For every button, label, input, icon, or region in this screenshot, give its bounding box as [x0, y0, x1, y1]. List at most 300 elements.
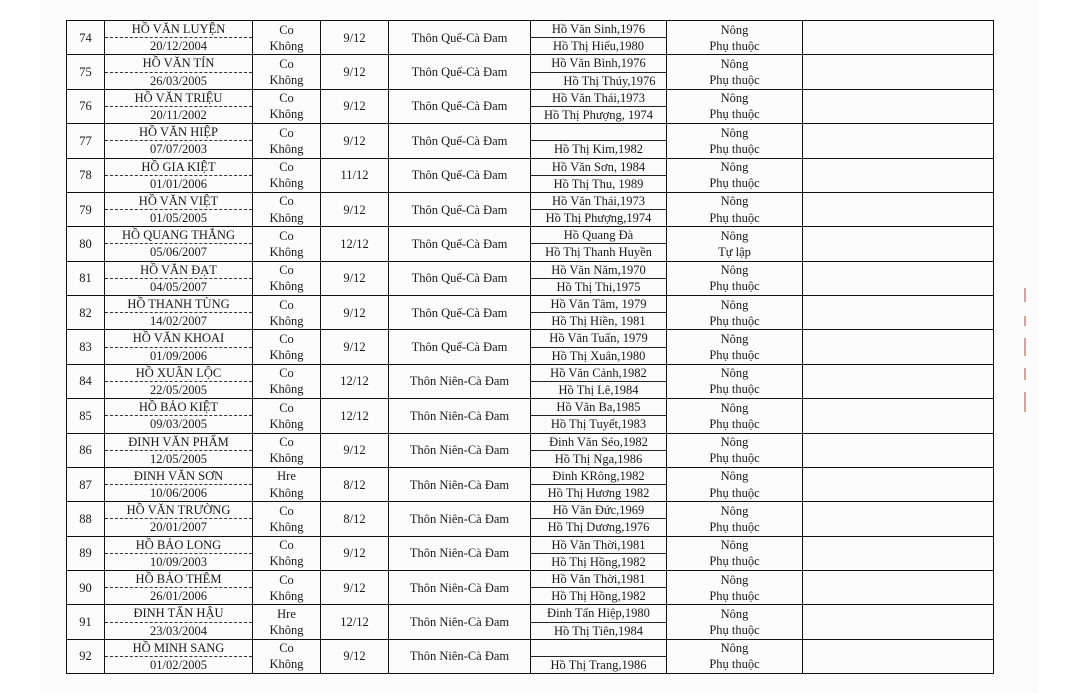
mother-name: Hồ Thị Phượng, 1974 [544, 107, 653, 122]
parents-cell [531, 261, 667, 295]
parents-cell [531, 399, 667, 433]
note-cell [803, 55, 994, 89]
student-dob: 01/09/2006 [150, 348, 207, 363]
student-name: HỒ BẢO KIỆT [105, 399, 252, 416]
grade: 9/12 [321, 433, 389, 467]
ethnicity: Co [279, 538, 294, 553]
village: Thôn Niên-Cà Đam [389, 467, 531, 501]
note-cell [803, 124, 994, 158]
status: Không [269, 313, 304, 328]
grade: 9/12 [321, 330, 389, 364]
mother-name: Hồ Thị Dương,1976 [547, 520, 650, 535]
ethnicity-cell [253, 605, 321, 639]
status: Không [269, 588, 304, 603]
dependency: Phụ thuộc [709, 210, 760, 225]
parents-cell [531, 536, 667, 570]
status: Không [269, 73, 304, 88]
village: Thôn Niên-Cà Đam [389, 399, 531, 433]
dependency: Phụ thuộc [709, 348, 760, 363]
dependency: Phụ thuộc [709, 279, 760, 294]
note-cell [803, 639, 994, 673]
student-cell [105, 261, 253, 295]
ethnicity: Co [279, 400, 294, 415]
grade: 12/12 [321, 605, 389, 639]
student-cell [105, 502, 253, 536]
student-cell [105, 21, 253, 55]
father-name: Hồ Văn Bình,1976 [531, 55, 666, 72]
student-cell [105, 330, 253, 364]
ethnicity: Co [279, 91, 294, 106]
dependency: Phụ thuộc [709, 176, 760, 191]
occupation-cell [667, 89, 803, 123]
ethnicity: Co [279, 228, 294, 243]
student-cell [105, 296, 253, 330]
student-dob: 20/12/2004 [150, 39, 207, 54]
grade: 9/12 [321, 21, 389, 55]
student-dob: 01/02/2005 [150, 657, 207, 672]
parents-cell [531, 571, 667, 605]
student-dob: 26/01/2006 [150, 589, 207, 604]
parents-cell [531, 192, 667, 226]
father-name: Hồ Văn Năm,1970 [531, 262, 666, 279]
student-cell [105, 89, 253, 123]
parents-cell [531, 21, 667, 55]
table-row [67, 296, 994, 330]
student-name: HỒ VĂN TRƯỜNG [105, 502, 252, 519]
status: Không [269, 279, 304, 294]
occupation: Nông [720, 503, 749, 518]
parents-cell [531, 364, 667, 398]
occupation-cell [667, 55, 803, 89]
note-cell [803, 605, 994, 639]
student-name: HỒ VĂN VIỆT [105, 193, 252, 210]
occupation: Nông [720, 435, 749, 449]
student-cell [105, 192, 253, 226]
occupation-cell [667, 158, 803, 192]
father-name: Đinh Tấn Hiệp,1980 [531, 605, 666, 622]
row-number: 92 [67, 639, 105, 673]
father-name: Hồ Văn Tuấn, 1979 [531, 330, 666, 347]
father-name: Hồ Quang Đà [531, 227, 666, 244]
ethnicity-cell [253, 467, 321, 501]
parents-cell [531, 433, 667, 467]
ethnicity: Co [279, 331, 294, 346]
student-name: HỒ VĂN HIỆP [105, 124, 252, 141]
occupation-cell [667, 536, 803, 570]
status: Không [269, 451, 304, 466]
row-number: 79 [67, 192, 105, 226]
table-row [67, 364, 994, 398]
row-number: 76 [67, 89, 105, 123]
status: Không [269, 554, 304, 569]
row-number: 77 [67, 124, 105, 158]
note-cell [803, 158, 994, 192]
student-dob: 23/03/2004 [150, 623, 207, 638]
occupation-cell [667, 227, 803, 261]
note-cell [803, 89, 994, 123]
ethnicity-cell [253, 261, 321, 295]
occupation-cell [667, 502, 803, 536]
note-cell [803, 433, 994, 467]
ethnicity-cell [253, 192, 321, 226]
ethnicity-cell [253, 89, 321, 123]
mother-name: Hồ Thị Hương 1982 [547, 486, 650, 501]
status: Không [269, 657, 304, 672]
dependency: Phụ thuộc [709, 73, 760, 88]
student-name: HỒ QUANG THẮNG [105, 227, 252, 244]
grade: 12/12 [321, 399, 389, 433]
parents-cell [531, 605, 667, 639]
note-cell [803, 21, 994, 55]
table-row [67, 89, 994, 123]
dependency: Phụ thuộc [709, 623, 760, 638]
dependency: Phụ thuộc [709, 313, 760, 328]
village: Thôn Quế-Cà Đam [389, 227, 531, 261]
father-name: Hồ Văn Ba,1985 [531, 399, 666, 416]
student-dob: 12/05/2005 [150, 451, 207, 466]
student-dob: 01/01/2006 [150, 176, 207, 191]
ethnicity: Co [279, 263, 294, 278]
mother-name: Hồ Thị Lê,1984 [558, 382, 639, 397]
student-name: HỒ VĂN TÍN [105, 55, 252, 72]
row-number: 86 [67, 433, 105, 467]
dependency: Phụ thuộc [709, 485, 760, 500]
mother-name: Hồ Thị Thu, 1989 [553, 176, 644, 191]
occupation: Nông [720, 606, 749, 621]
table-row [67, 21, 994, 55]
row-number: 91 [67, 605, 105, 639]
mother-name: Hồ Thị Hồng,1982 [551, 589, 646, 604]
mother-name: Hồ Thị Phượng,1974 [545, 211, 652, 226]
village: Thôn Quế-Cà Đam [389, 89, 531, 123]
grade: 9/12 [321, 571, 389, 605]
father-name: Hồ Văn Đức,1969 [531, 502, 666, 519]
student-dob: 09/03/2005 [150, 417, 207, 432]
table-row [67, 502, 994, 536]
ethnicity: Co [279, 366, 294, 381]
village: Thôn Quế-Cà Đam [389, 158, 531, 192]
status: Không [269, 141, 304, 156]
student-name: HỒ XUÂN LỘC [105, 365, 252, 382]
parents-cell [531, 158, 667, 192]
student-cell [105, 639, 253, 673]
status: Không [269, 210, 304, 225]
ethnicity-cell [253, 571, 321, 605]
occupation-cell [667, 364, 803, 398]
mother-name: Hồ Thị Hiền, 1981 [551, 314, 646, 329]
mother-name: Hồ Thị Kim,1982 [553, 142, 643, 157]
father-name: Đinh Văn Séo,1982 [531, 434, 666, 451]
row-number: 89 [67, 536, 105, 570]
dependency: Phụ thuộc [709, 382, 760, 397]
table-row [67, 639, 994, 673]
note-cell [803, 536, 994, 570]
village: Thôn Niên-Cà Đam [389, 536, 531, 570]
village: Thôn Niên-Cà Đam [389, 605, 531, 639]
ethnicity-cell [253, 158, 321, 192]
mother-name: Hồ Thị Tiên,1984 [553, 623, 644, 638]
occupation: Nông [720, 263, 749, 278]
student-dob: 10/09/2003 [150, 554, 207, 569]
ethnicity-cell [253, 227, 321, 261]
status: Không [269, 623, 304, 638]
mother-name: Hồ Thị Xuân,1980 [551, 348, 646, 363]
row-number: 81 [67, 261, 105, 295]
student-cell [105, 467, 253, 501]
student-cell [105, 55, 253, 89]
note-cell [803, 467, 994, 501]
occupation-cell [667, 639, 803, 673]
grade: 12/12 [321, 364, 389, 398]
grade: 11/12 [321, 158, 389, 192]
dependency: Phụ thuộc [709, 38, 760, 53]
parents-cell [531, 227, 667, 261]
occupation-cell [667, 399, 803, 433]
row-number: 74 [67, 21, 105, 55]
dependency: Phụ thuộc [709, 141, 760, 156]
ethnicity: Co [279, 297, 294, 312]
village: Thôn Quế-Cà Đam [389, 124, 531, 158]
ethnicity-cell [253, 21, 321, 55]
student-roster-table [66, 20, 994, 674]
note-cell [803, 261, 994, 295]
student-dob: 05/06/2007 [150, 245, 207, 260]
ethnicity: Hre [277, 606, 296, 621]
student-name: HỒ VĂN LUYỆN [105, 21, 252, 38]
ethnicity: Co [279, 641, 294, 656]
grade: 9/12 [321, 55, 389, 89]
table-row [67, 227, 994, 261]
row-number: 88 [67, 502, 105, 536]
ethnicity-cell [253, 364, 321, 398]
note-cell [803, 399, 994, 433]
note-cell [803, 502, 994, 536]
status: Không [269, 519, 304, 534]
ethnicity-cell [253, 433, 321, 467]
village: Thôn Quế-Cà Đam [389, 192, 531, 226]
parents-cell [531, 89, 667, 123]
occupation: Nông [720, 400, 749, 415]
occupation: Nông [720, 56, 749, 71]
father-name: Hồ Văn Thái,1973 [531, 193, 666, 210]
occupation: Nông [720, 366, 749, 381]
parents-cell [531, 467, 667, 501]
grade: 8/12 [321, 502, 389, 536]
student-dob: 01/05/2005 [150, 211, 207, 226]
village: Thôn Quế-Cà Đam [389, 330, 531, 364]
father-name: Hồ Văn Thời,1981 [531, 537, 666, 554]
occupation: Nông [720, 641, 749, 656]
dependency: Phụ thuộc [709, 588, 760, 603]
student-name: ĐINH VĂN SƠN [105, 468, 252, 485]
table-row [67, 605, 994, 639]
dependency: Phụ thuộc [709, 554, 760, 569]
occupation-cell [667, 467, 803, 501]
row-number: 85 [67, 399, 105, 433]
grade: 9/12 [321, 124, 389, 158]
ethnicity-cell [253, 55, 321, 89]
father-name: Hồ Văn Cảnh,1982 [531, 365, 666, 382]
grade: 9/12 [321, 192, 389, 226]
mother-name: Hồ Thị Hiếu,1980 [552, 39, 645, 54]
occupation-cell [667, 330, 803, 364]
student-cell [105, 399, 253, 433]
note-cell [803, 330, 994, 364]
ethnicity: Co [279, 125, 294, 140]
occupation: Nông [720, 297, 749, 312]
status: Không [269, 416, 304, 431]
father-name: Hồ Văn Thời,1981 [531, 571, 666, 588]
student-name: ĐINH TẤN HẬU [105, 605, 252, 622]
status: Không [269, 382, 304, 397]
occupation-cell [667, 296, 803, 330]
occupation-cell [667, 433, 803, 467]
roster-body [67, 21, 994, 674]
grade: 12/12 [321, 227, 389, 261]
grade: 8/12 [321, 467, 389, 501]
dependency: Phụ thuộc [709, 519, 760, 534]
occupation: Nông [720, 228, 749, 243]
occupation-cell [667, 571, 803, 605]
occupation-cell [667, 261, 803, 295]
dependency: Phụ thuộc [709, 657, 760, 672]
mother-name: Hồ Thị Nga,1986 [554, 451, 643, 466]
village: Thôn Quế-Cà Đam [389, 21, 531, 55]
student-name: HỒ BẢO THÊM [105, 571, 252, 588]
occupation: Nông [720, 194, 749, 209]
student-name: HỒ VĂN ĐẠT [105, 262, 252, 279]
father-name: Hồ Văn Tâm, 1979 [531, 296, 666, 313]
student-name: HỒ VĂN TRIỆU [105, 90, 252, 107]
village: Thôn Quế-Cà Đam [389, 55, 531, 89]
occupation: Nông [720, 22, 749, 37]
student-dob: 26/03/2005 [150, 73, 207, 88]
student-cell [105, 227, 253, 261]
student-name: HỒ BẢO LONG [105, 537, 252, 554]
father-name: Hồ Văn Sinh,1976 [531, 21, 666, 38]
status: Không [269, 485, 304, 500]
table-row [67, 399, 994, 433]
student-name: ĐINH VĂN PHẨM [105, 434, 252, 451]
occupation-cell [667, 192, 803, 226]
ethnicity: Hre [277, 469, 296, 484]
village: Thôn Niên-Cà Đam [389, 433, 531, 467]
occupation: Nông [720, 91, 749, 106]
note-cell [803, 296, 994, 330]
dependency: Phụ thuộc [709, 416, 760, 431]
occupation: Nông [720, 331, 749, 346]
occupation-cell [667, 124, 803, 158]
parents-cell [531, 55, 667, 89]
table-row [67, 192, 994, 226]
row-number: 80 [67, 227, 105, 261]
mother-name: Hồ Thị Trang,1986 [550, 657, 647, 672]
ethnicity: Co [279, 503, 294, 518]
status: Không [269, 348, 304, 363]
row-number: 75 [67, 55, 105, 89]
ethnicity-cell [253, 502, 321, 536]
occupation: Nông [720, 572, 749, 587]
village: Thôn Niên-Cà Đam [389, 502, 531, 536]
student-cell [105, 124, 253, 158]
dependency: Phụ thuộc [709, 451, 760, 466]
father-name: Đinh KRông,1982 [531, 468, 666, 485]
status: Không [269, 107, 304, 122]
note-cell [803, 571, 994, 605]
dependency: Phụ thuộc [709, 107, 760, 122]
father-name [531, 640, 666, 657]
father-name [531, 124, 666, 141]
grade: 9/12 [321, 296, 389, 330]
father-name: Hồ Văn Thái,1973 [531, 90, 666, 107]
occupation-cell [667, 605, 803, 639]
occupation: Nông [720, 469, 749, 484]
ethnicity-cell [253, 639, 321, 673]
table-row [67, 467, 994, 501]
ethnicity: Co [279, 22, 294, 37]
mother-name: Hồ Thị Tuyết,1983 [550, 417, 647, 432]
student-dob: 14/02/2007 [150, 314, 207, 329]
student-cell [105, 158, 253, 192]
village: Thôn Quế-Cà Đam [389, 296, 531, 330]
student-name: HỒ VĂN KHOAI [105, 330, 252, 347]
mother-name: Hồ Thị Thanh Huyền [545, 245, 652, 260]
ethnicity: Co [279, 435, 294, 449]
status: Không [269, 176, 304, 191]
parents-cell [531, 296, 667, 330]
ethnicity: Co [279, 56, 294, 71]
note-cell [803, 227, 994, 261]
edge-stamp-marks [1018, 288, 1034, 418]
grade: 9/12 [321, 89, 389, 123]
occupation: Nông [720, 538, 749, 553]
village: Thôn Niên-Cà Đam [389, 639, 531, 673]
student-dob: 22/05/2005 [150, 382, 207, 397]
student-name: HỒ THANH TÙNG [105, 296, 252, 313]
student-cell [105, 536, 253, 570]
table-row [67, 330, 994, 364]
ethnicity-cell [253, 296, 321, 330]
table-row [67, 571, 994, 605]
occupation: Nông [720, 160, 749, 174]
note-cell [803, 192, 994, 226]
student-dob: 04/05/2007 [150, 279, 207, 294]
village: Thôn Niên-Cà Đam [389, 571, 531, 605]
student-dob: 10/06/2006 [150, 486, 207, 501]
village: Thôn Quế-Cà Đam [389, 261, 531, 295]
row-number: 90 [67, 571, 105, 605]
table-row [67, 433, 994, 467]
row-number: 87 [67, 467, 105, 501]
ethnicity: Co [279, 194, 294, 209]
student-cell [105, 364, 253, 398]
student-name: HỒ MINH SANG [105, 640, 252, 657]
row-number: 78 [67, 158, 105, 192]
grade: 9/12 [321, 536, 389, 570]
table-row [67, 55, 994, 89]
student-dob: 20/01/2007 [150, 520, 207, 535]
dependency: Tự lập [718, 244, 751, 259]
student-cell [105, 433, 253, 467]
row-number: 84 [67, 364, 105, 398]
table-row [67, 261, 994, 295]
ethnicity: Co [279, 572, 294, 587]
ethnicity-cell [253, 124, 321, 158]
status: Không [269, 38, 304, 53]
occupation-cell [667, 21, 803, 55]
row-number: 83 [67, 330, 105, 364]
parents-cell [531, 502, 667, 536]
